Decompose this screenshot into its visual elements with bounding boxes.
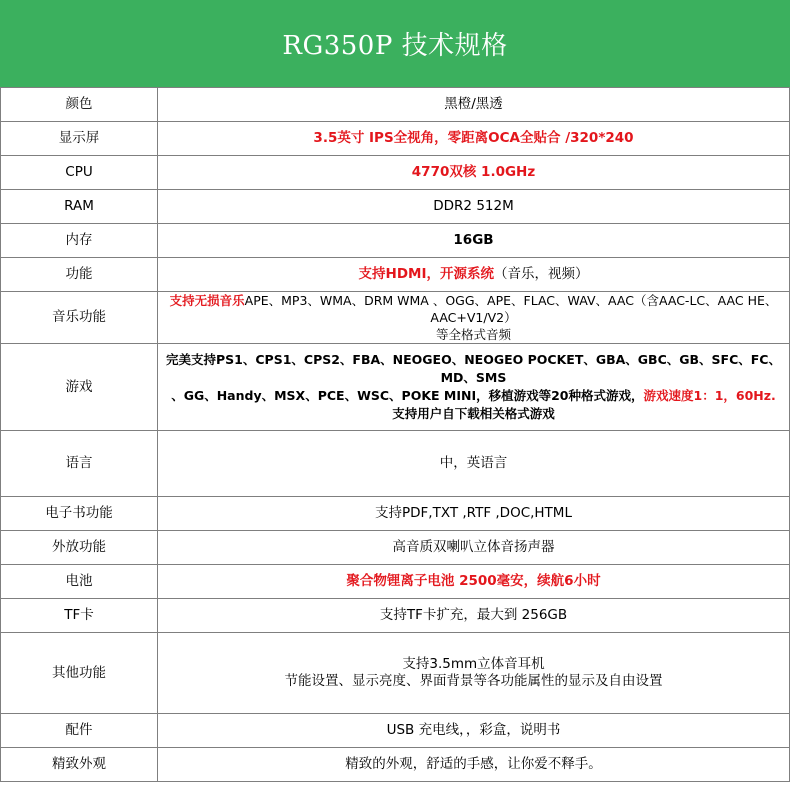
table-row-ram <box>1 190 790 224</box>
row-label: 其他功能 <box>1 633 158 714</box>
table-row-screen <box>1 122 790 156</box>
table-row-other <box>1 633 790 714</box>
row-value: DDR2 512M <box>158 190 790 224</box>
value-highlight: 支持无损音乐 <box>169 293 245 308</box>
row-value: 16GB <box>158 224 790 258</box>
row-label: 电池 <box>1 565 158 599</box>
row-label: CPU <box>1 156 158 190</box>
table-row-speaker <box>1 531 790 565</box>
value-text: 完美支持PS1、CPS1、CPS2、FBA、NEOGEO、NEOGEO POCKET、GBA、GBC、GB、SFC、FC、MD、SMS <box>166 352 781 385</box>
row-value: 3.5英寸 IPS全视角，零距离OCA全贴合 /320*240 <box>158 122 790 156</box>
row-label: 音乐功能 <box>1 292 158 344</box>
value-text: 支持用户自下载相关格式游戏 <box>392 406 555 421</box>
row-value: 黑橙/黑透 <box>158 88 790 122</box>
value-highlight: 支持HDMI，开源系统 <box>358 266 494 282</box>
row-value: 支持TF卡扩充，最大到 256GB <box>158 599 790 633</box>
table-row-accessories <box>1 714 790 748</box>
row-label: 语言 <box>1 431 158 497</box>
spec-header <box>0 0 790 87</box>
row-label: 配件 <box>1 714 158 748</box>
row-label: 颜色 <box>1 88 158 122</box>
table-row-cpu <box>1 156 790 190</box>
table-row-language <box>1 431 790 497</box>
row-label: 内存 <box>1 224 158 258</box>
row-value <box>158 292 790 344</box>
value-text: 支持3.5mm立体音耳机 <box>402 656 545 672</box>
row-value: 中，英语言 <box>158 431 790 497</box>
table-row-battery <box>1 565 790 599</box>
table-row-color <box>1 88 790 122</box>
row-value: USB 充电线，，彩盒，说明书 <box>158 714 790 748</box>
table-row-music <box>1 292 790 344</box>
value-text: 节能设置、显示亮度、界面背景等各功能属性的显示及自由设置 <box>284 673 663 689</box>
row-value: 高音质双喇叭立体音扬声器 <box>158 531 790 565</box>
table-row-tf <box>1 599 790 633</box>
row-value: 聚合物锂离子电池 2500毫安，续航6小时 <box>158 565 790 599</box>
row-label: 显示屏 <box>1 122 158 156</box>
page-title: RG350P 技术规格 <box>282 31 508 61</box>
value-highlight: 游戏速度1：1，60Hz. <box>643 388 776 403</box>
row-value: 4770双核 1.0GHz <box>158 156 790 190</box>
row-label: RAM <box>1 190 158 224</box>
row-label: 电子书功能 <box>1 497 158 531</box>
row-value <box>158 633 790 714</box>
value-text: APE、MP3、WMA、DRM WMA 、OGG、APE、FLAC、WAV、AAC（含AAC-LC、AAC HE、AAC+V1/V2） <box>244 293 778 325</box>
row-label: 外放功能 <box>1 531 158 565</box>
table-row-appearance <box>1 748 790 782</box>
row-value <box>158 258 790 292</box>
value-text: （音乐，视频） <box>493 266 589 282</box>
row-label: 精致外观 <box>1 748 158 782</box>
row-value: 精致的外观，舒适的手感，让你爱不释手。 <box>158 748 790 782</box>
table-row-ebook <box>1 497 790 531</box>
row-value <box>158 344 790 431</box>
table-row-features <box>1 258 790 292</box>
row-label: 游戏 <box>1 344 158 431</box>
table-row-storage <box>1 224 790 258</box>
spec-table <box>0 87 790 782</box>
row-value: 支持PDF,TXT ,RTF ,DOC,HTML <box>158 497 790 531</box>
row-label: TF卡 <box>1 599 158 633</box>
value-text: 、GG、Handy、MSX、PCE、WSC、POKE MINI，移植游戏等20种格式游戏， <box>171 388 644 403</box>
value-text: 等全格式音频 <box>435 327 511 342</box>
table-row-games <box>1 344 790 431</box>
row-label: 功能 <box>1 258 158 292</box>
